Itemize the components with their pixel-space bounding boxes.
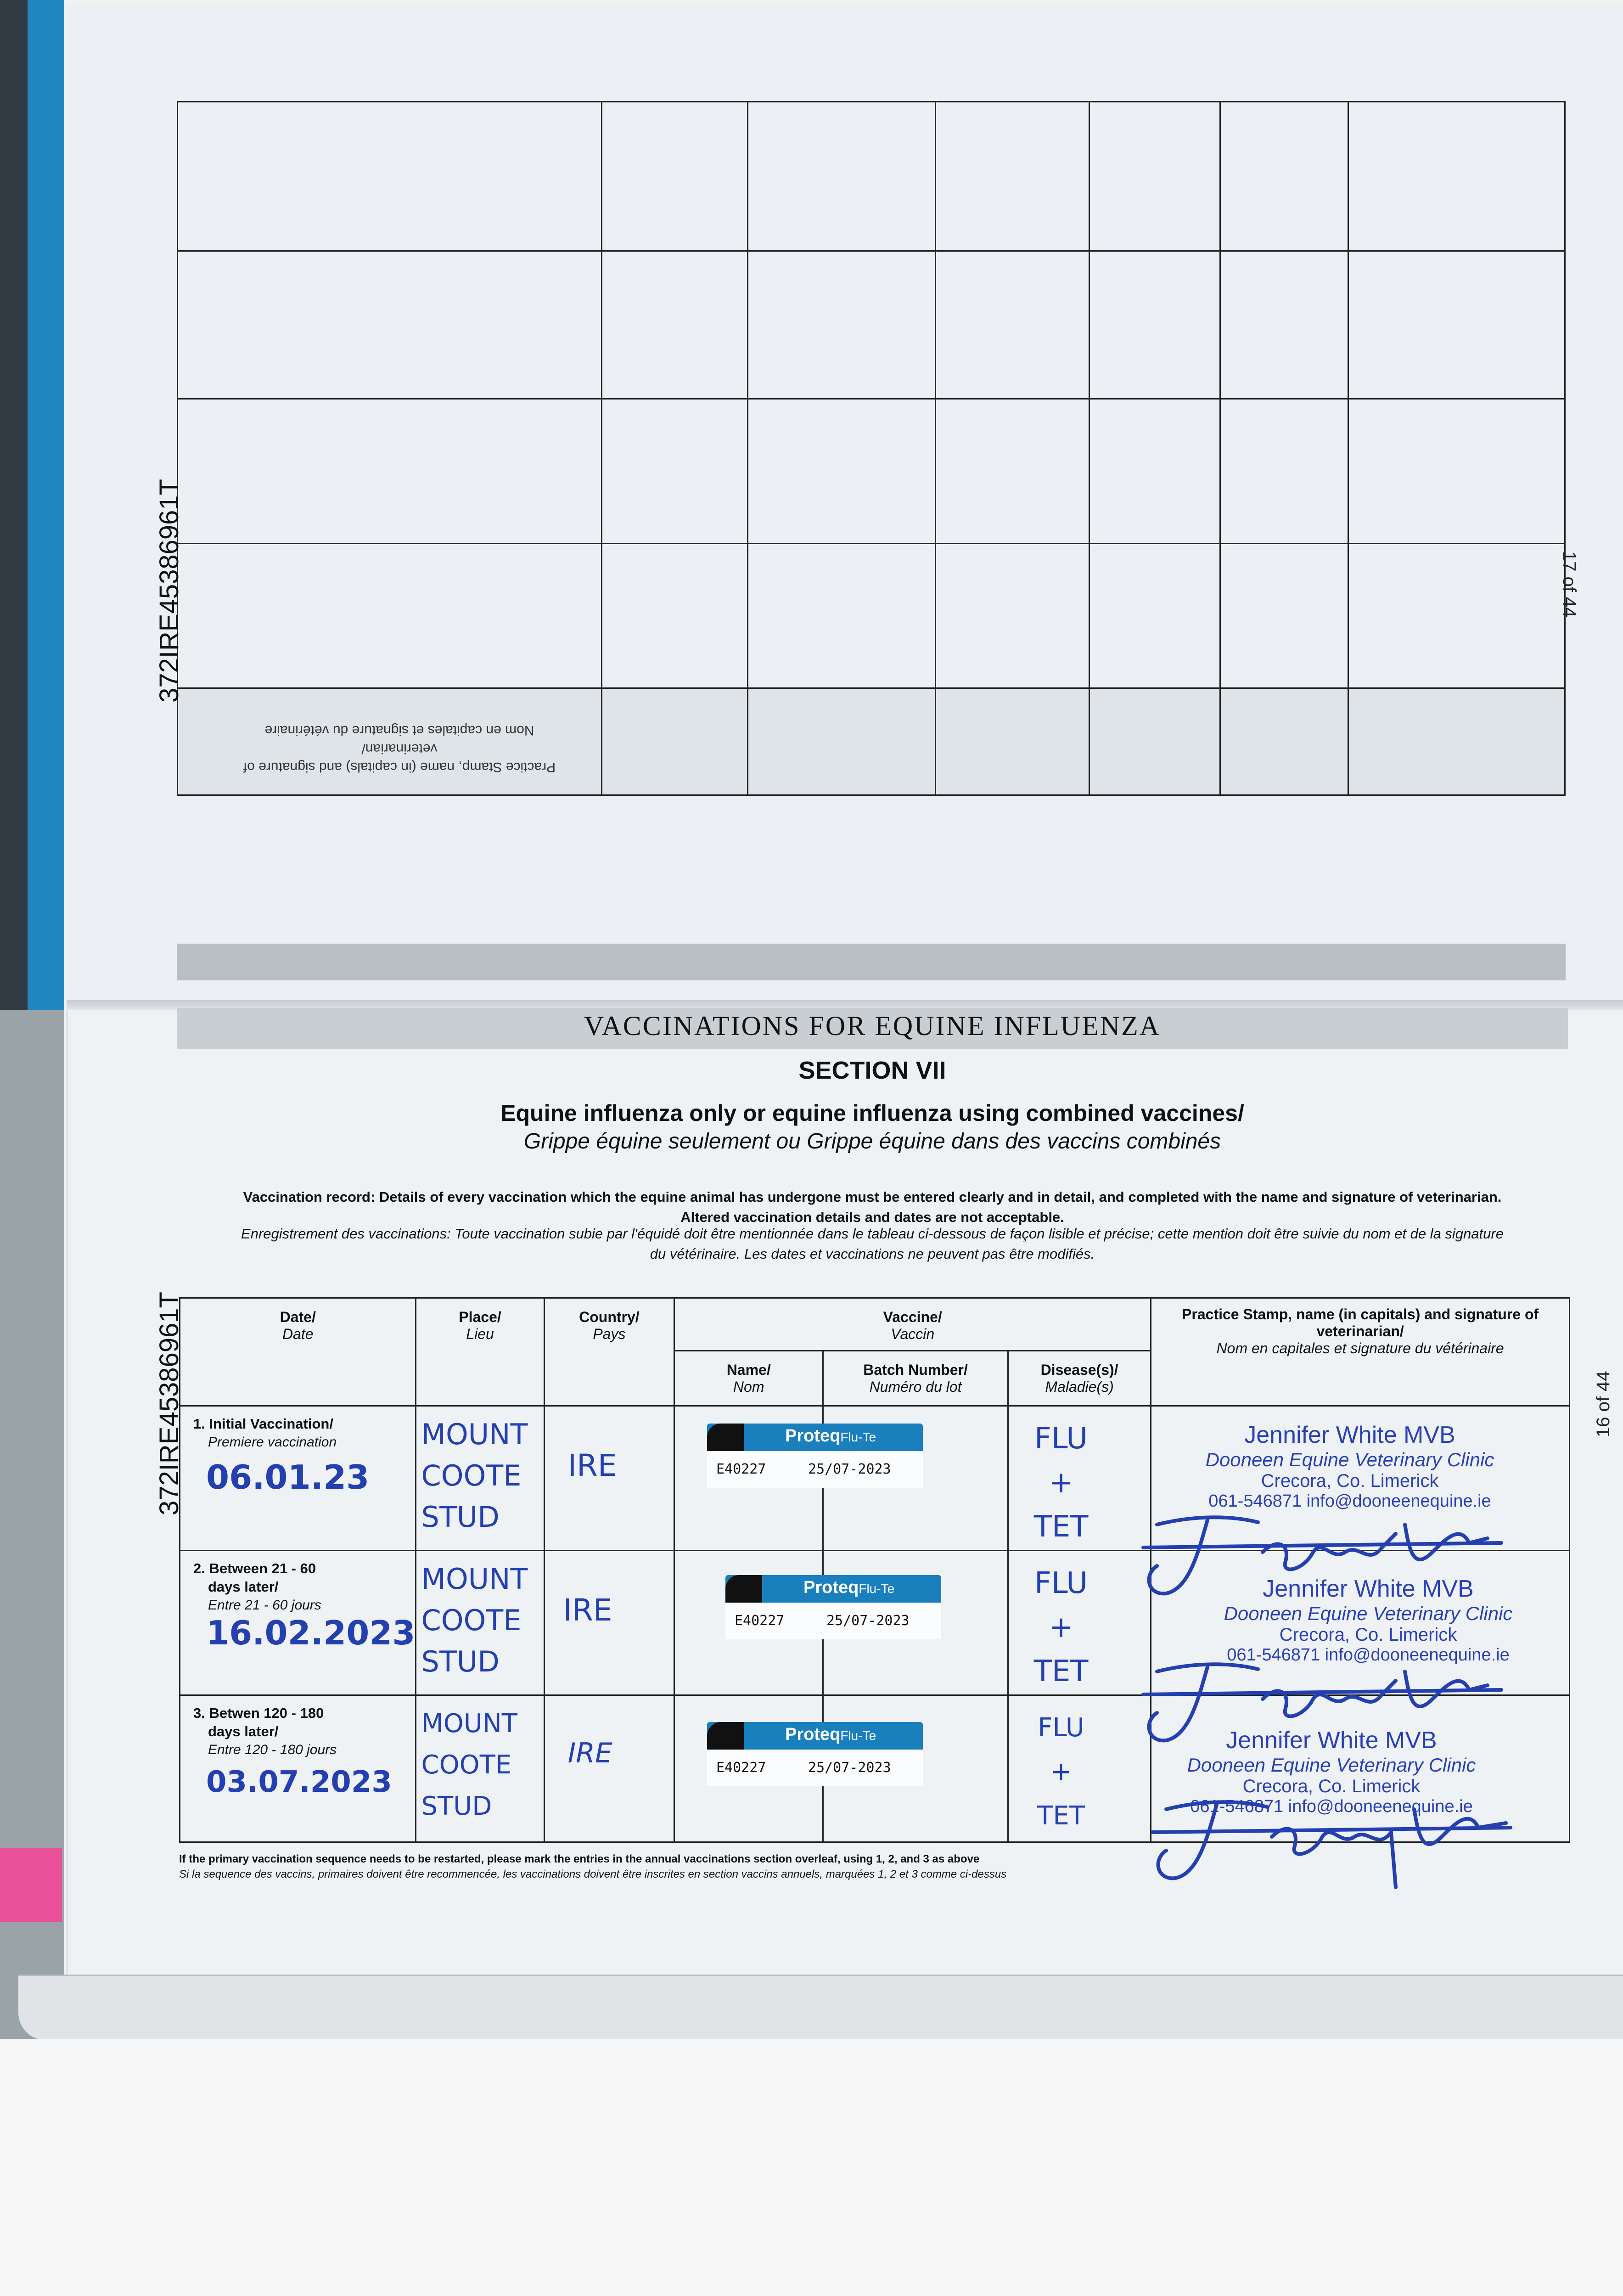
row-3-place-line1: MOUNT	[421, 1709, 517, 1739]
col-place-header	[416, 1298, 544, 1406]
sticker-brand-sub: Flu-Te	[840, 1430, 876, 1444]
vet-signature-2	[1139, 1644, 1506, 1750]
row-1-place	[416, 1407, 543, 1538]
row-1-label-fr: Premiere vaccination	[208, 1435, 337, 1450]
row-2-label-line2: days later/	[208, 1579, 279, 1595]
vaccine-sticker-2	[725, 1575, 941, 1639]
stamp-clinic: Dooneen Equine Veterinary Clinic	[1187, 1754, 1476, 1776]
stamp-town: Crecora, Co. Limerick	[1261, 1471, 1439, 1491]
page-bottom-edge	[18, 1975, 1623, 2040]
vet-signature-1	[1139, 1497, 1506, 1603]
col-date-label-fr: Date	[282, 1326, 314, 1342]
row-3-place	[416, 1696, 543, 1827]
row-1-place-line2: COOTE	[421, 1459, 522, 1492]
col-disease-header	[1008, 1351, 1151, 1406]
row-1-country-cell	[544, 1406, 674, 1551]
col-vaccine-label: Vaccine/	[883, 1309, 942, 1325]
row-3-disease-line3: TET	[1037, 1801, 1085, 1831]
upper-stamp-label	[216, 721, 583, 776]
stamp-vet-name: Jennifer White MVB	[1226, 1727, 1437, 1754]
sticker-batch-code: E40227	[716, 1760, 766, 1776]
record-note-en-line1: Vaccination record: Details of every vaccination which the equine animal has undergone must be entered clearly and in detail, and completed with the name and signature of veterinarian.	[243, 1189, 1502, 1205]
stamp-contact: 061-546871 info@dooneenequine.ie	[1208, 1491, 1491, 1511]
row-1-country: IRE	[567, 1448, 617, 1483]
col-vaccine-label-fr: Vaccin	[891, 1326, 935, 1342]
row-2-place	[416, 1551, 543, 1683]
upper-header-band	[177, 944, 1566, 980]
row-1-label: 1. Initial Vaccination/	[193, 1416, 333, 1432]
row-3-place-line3: STUD	[421, 1791, 492, 1821]
col-disease-label-fr: Maladie(s)	[1045, 1379, 1114, 1395]
col-place-label: Place/	[459, 1309, 501, 1325]
footnote-fr: Si la sequence des vaccins, primaires doivent être recommencée, les vaccinations doivent être inscrites en section vaccins annuels, marquées 1, 2 et 3 comme ci-dessus	[179, 1868, 1007, 1880]
upper-passport-id: 372IRE45386961T	[154, 479, 184, 703]
row-3-label-cell	[180, 1695, 416, 1842]
col-country-label: Country/	[579, 1309, 640, 1325]
col-date-label: Date/	[280, 1309, 316, 1325]
row-1-label-cell	[180, 1406, 416, 1551]
sticker-brand-name: Proteq	[803, 1578, 859, 1597]
row-2-place-line3: STUD	[421, 1645, 500, 1678]
upper-page-number: 17 of 44	[1559, 551, 1579, 618]
stamp-town: Crecora, Co. Limerick	[1279, 1625, 1457, 1645]
stamp-vet-name: Jennifer White MVB	[1244, 1422, 1455, 1448]
col-stamp-label: Practice Stamp, name (in capitals) and signature of veterinarian/	[1182, 1306, 1539, 1339]
row-1-place-line1: MOUNT	[421, 1418, 528, 1451]
stamp-contact: 061-546871 info@dooneenequine.ie	[1190, 1797, 1473, 1816]
upper-stamp-label-en: Practice Stamp, name (in capitals) and signature of veterinarian/	[243, 741, 556, 775]
upper-vaccination-grid	[177, 101, 1566, 794]
row-2-label: 2. Between 21 - 60	[193, 1560, 316, 1576]
col-place-label-fr: Lieu	[466, 1326, 494, 1342]
row-2-disease-line1: FLU	[1034, 1566, 1088, 1600]
col-batch-label: Batch Number/	[863, 1362, 968, 1378]
sticker-batch-code: E40227	[716, 1461, 766, 1477]
row-1-disease-cell	[1008, 1406, 1151, 1551]
record-note-en	[177, 1187, 1568, 1227]
stamp-clinic: Dooneen Equine Veterinary Clinic	[1205, 1449, 1494, 1470]
section-title: SECTION VII	[798, 1057, 946, 1084]
col-date-header	[180, 1298, 416, 1406]
row-1-disease-line2: +	[1049, 1466, 1073, 1500]
row-2-label-fr: Entre 21 - 60 jours	[208, 1598, 321, 1613]
row-3-country-cell	[544, 1695, 674, 1842]
row-2-country-cell	[544, 1551, 674, 1695]
pink-tab-marker	[0, 1848, 62, 1922]
stamp-vet-name: Jennifer White MVB	[1263, 1576, 1474, 1602]
row-3-place-line2: COOTE	[421, 1750, 512, 1780]
vaccine-sticker-1	[707, 1424, 923, 1488]
record-note-fr-line1: Enregistrement des vaccinations: Toute vaccination subie par l'équidé doit être mentionnée dans le tableau ci-dessous de façon lisible et précise; cette mention doit être suivie du nom et de la signature	[241, 1226, 1504, 1242]
sticker-expiry: 25/07-2023	[826, 1613, 910, 1629]
row-3-label: 3. Betwen 120 - 180	[193, 1705, 324, 1721]
row-1-place-line3: STUD	[421, 1500, 500, 1534]
record-note-en-line2: Altered vaccination details and dates are not acceptable.	[680, 1209, 1064, 1225]
row-2-place-cell	[416, 1551, 544, 1695]
vet-signature-3	[1148, 1791, 1515, 1896]
row-1-place-cell	[416, 1406, 544, 1551]
row-2-label-cell	[180, 1551, 416, 1695]
col-country-label-fr: Pays	[593, 1326, 626, 1342]
record-note-fr-line2: du vétérinaire. Les dates et vaccinations ne peuvent pas être modifiés.	[650, 1246, 1095, 1262]
sticker-brand-sub: Flu-Te	[859, 1581, 895, 1596]
col-disease-label: Disease(s)/	[1040, 1362, 1118, 1378]
col-name-label-fr: Nom	[733, 1379, 764, 1395]
sticker-brand-sub: Flu-Te	[840, 1728, 876, 1743]
row-3-disease-cell	[1008, 1695, 1151, 1842]
row-3-disease	[972, 1696, 1150, 1838]
row-2-disease-line3: TET	[1033, 1654, 1089, 1688]
page-title: VACCINATIONS FOR EQUINE INFLUENZA	[584, 1011, 1161, 1041]
col-stamp-header	[1151, 1298, 1570, 1406]
col-batch-label-fr: Numéro du lot	[869, 1379, 962, 1395]
sticker-logo-icon	[707, 1424, 744, 1451]
col-stamp-label-fr: Nom en capitales et signature du vétérinaire	[1216, 1340, 1504, 1356]
sticker-expiry: 25/07-2023	[808, 1461, 891, 1477]
row-1-disease-line1: FLU	[1034, 1422, 1088, 1456]
sticker-brand	[785, 1426, 876, 1446]
stamp-clinic: Dooneen Equine Veterinary Clinic	[1224, 1603, 1513, 1624]
sticker-batch-code: E40227	[735, 1613, 785, 1629]
lower-passport-id: 372IRE45386961T	[154, 1292, 184, 1515]
col-name-label: Name/	[726, 1362, 771, 1378]
footnote-en: If the primary vaccination sequence needs to be restarted, please mark the entries in the annual vaccinations section overleaf, using 1, 2, and 3 as above	[179, 1853, 980, 1865]
subtitle-fr: Grippe équine seulement ou Grippe équine dans des vaccins combinés	[523, 1129, 1221, 1154]
sticker-brand	[803, 1578, 894, 1598]
vaccine-sticker-3	[707, 1722, 923, 1786]
row-2-disease	[972, 1551, 1150, 1694]
row-2-disease-cell	[1008, 1551, 1151, 1695]
row-2-disease-line2: +	[1049, 1610, 1073, 1644]
stamp-contact: 061-546871 info@dooneenequine.ie	[1227, 1645, 1510, 1665]
row-2-country: IRE	[563, 1593, 612, 1628]
col-country-header	[544, 1298, 674, 1406]
row-3-label-fr: Entre 120 - 180 jours	[208, 1742, 337, 1757]
scanner-bed	[0, 2039, 1623, 2296]
sticker-brand-name: Proteq	[785, 1426, 841, 1446]
col-batch-header	[823, 1351, 1008, 1406]
row-3-date: 03.07.2023	[206, 1765, 392, 1799]
row-2-place-line1: MOUNT	[421, 1562, 528, 1596]
record-note-fr	[177, 1224, 1568, 1264]
upper-stamp-label-fr: Nom en capitales et signature du vétérinaire	[264, 723, 534, 738]
row-3-place-cell	[416, 1695, 544, 1842]
row-2-place-line2: COOTE	[421, 1604, 522, 1637]
row-1-date: 06.01.23	[206, 1458, 370, 1497]
row-2-date: 16.02.2023	[206, 1614, 416, 1652]
row-3-country: IRE	[567, 1737, 612, 1769]
sticker-brand	[785, 1725, 876, 1745]
sticker-logo-icon	[707, 1722, 744, 1750]
row-1-disease-line3: TET	[1033, 1510, 1089, 1544]
row-3-label-line2: days later/	[208, 1723, 279, 1739]
sticker-brand-name: Proteq	[785, 1725, 841, 1744]
subtitle: Equine influenza only or equine influenza using combined vaccines/	[500, 1100, 1244, 1126]
stamp-town: Crecora, Co. Limerick	[1242, 1776, 1421, 1796]
sticker-expiry: 25/07-2023	[808, 1760, 891, 1776]
col-name-header	[674, 1351, 823, 1406]
row-3-disease-line1: FLU	[1038, 1713, 1084, 1743]
col-vaccine-header	[674, 1298, 1151, 1351]
row-1-disease	[972, 1407, 1150, 1549]
sticker-logo-icon	[725, 1575, 762, 1603]
row-3-disease-line2: +	[1050, 1757, 1072, 1787]
page-number: 16 of 44	[1593, 1371, 1613, 1437]
